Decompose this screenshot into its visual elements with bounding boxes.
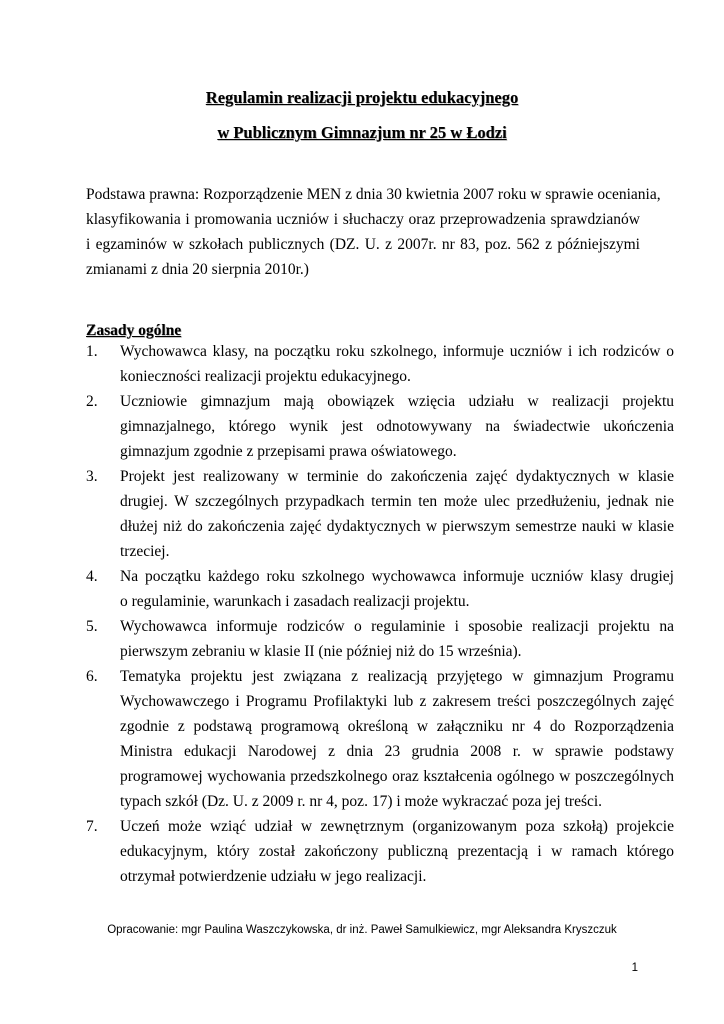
rule-line: dłużej niż do zakończenia zajęć dydaktycznych w pierwszym semestrze nauki w klasie	[120, 518, 674, 535]
rule-line: gimnazjalnego, którego wynik jest odnotowywany na świadectwie ukończenia	[120, 418, 674, 435]
rule-line: pierwszym zebraniu w klasie II (nie później niż do 15 września).	[120, 643, 522, 660]
rule-item	[86, 339, 674, 389]
legal-basis-line: i egzaminów w szkołach publicznych (DZ. U. z 2007r. nr 83, poz. 562 z późniejszymi	[86, 236, 640, 253]
rule-line: Wychowawczego i Programu Profilaktyki lub z zakresem treści poszczególnych zajęć	[120, 693, 674, 710]
rule-item	[86, 614, 674, 664]
rule-line: Projekt jest realizowany w terminie do zakończenia zajęć dydaktycznych w klasie	[120, 468, 674, 485]
footer-authors: Opracowanie: mgr Paulina Waszczykowska, dr inż. Paweł Samulkiewicz, mgr Aleksandra Kryszczuk	[107, 924, 617, 936]
rule-item	[86, 564, 674, 614]
rule-line: gimnazjum zgodnie z przepisami prawa oświatowego.	[120, 443, 457, 460]
rule-item	[86, 464, 674, 564]
rule-line: Tematyka projektu jest związana z realizacją przyjętego w gimnazjum Programu	[120, 668, 674, 685]
rule-line: edukacyjnym, który został zakończony publiczną prezentacją i w ramach którego	[120, 843, 674, 860]
legal-basis-line: zmianami z dnia 20 sierpnia 2010r.)	[86, 261, 309, 278]
rule-number: 7.	[86, 818, 98, 835]
document-subtitle: w Publicznym Gimnazjum nr 25 w Łodzi	[217, 123, 507, 142]
rule-line: konieczności realizacji projektu edukacyjnego.	[120, 368, 411, 385]
rule-line: Uczeń może wziąć udział w zewnętrznym (organizowanym poza szkołą) projekcie	[120, 818, 674, 835]
rule-item	[86, 664, 674, 814]
rule-item	[86, 814, 674, 889]
rule-item	[86, 389, 674, 464]
rule-line: Uczniowie gimnazjum mają obowiązek wzięcia udziału w realizacji projektu	[120, 393, 674, 410]
rule-line: drugiej. W szczególnych przypadkach termin ten może ulec przedłużeniu, jednak nie	[120, 493, 674, 510]
rule-number: 4.	[86, 568, 98, 585]
legal-basis-line: Podstawa prawna: Rozporządzenie MEN z dnia 30 kwietnia 2007 roku w sprawie oceniania,	[86, 186, 661, 203]
rule-number: 6.	[86, 668, 98, 685]
legal-basis-line: klasyfikowania i promowania uczniów i słuchaczy oraz przeprowadzenia sprawdzianów	[86, 211, 640, 228]
rule-line: programowej wychowania przedszkolnego oraz kształcenia ogólnego w poszczególnych	[120, 768, 674, 785]
rule-line: trzeciej.	[120, 543, 170, 560]
rule-line: typach szkół (Dz. U. z 2009 r. nr 4, poz. 17) i może wykraczać poza jej treści.	[120, 793, 603, 810]
rule-line: otrzymał potwierdzenie udziału w jego realizacji.	[120, 868, 427, 885]
rule-line: Na początku każdego roku szkolnego wychowawca informuje uczniów klasy drugiej	[120, 568, 674, 585]
rule-number: 2.	[86, 393, 98, 410]
rule-line: zgodnie z podstawą programową określoną w załączniku nr 4 do Rozporządzenia	[120, 718, 674, 735]
section-heading: Zasady ogólne	[86, 322, 182, 339]
rule-line: o regulaminie, warunkach i zasadach realizacji projektu.	[120, 593, 470, 610]
rule-number: 3.	[86, 468, 98, 485]
rule-line: Wychowawca informuje rodziców o regulaminie i sposobie realizacji projektu na	[120, 618, 674, 635]
rule-line: Ministra edukacji Narodowej z dnia 23 grudnia 2008 r. w sprawie podstawy	[120, 743, 674, 760]
page-number: 1	[631, 962, 638, 974]
rule-number: 1.	[86, 343, 98, 360]
legal-basis-paragraph	[86, 182, 661, 282]
rule-number: 5.	[86, 618, 98, 635]
document-title: Regulamin realizacji projektu edukacyjnego	[205, 88, 519, 107]
rule-line: Wychowawca klasy, na początku roku szkolnego, informuje uczniów i ich rodziców o	[120, 343, 674, 360]
